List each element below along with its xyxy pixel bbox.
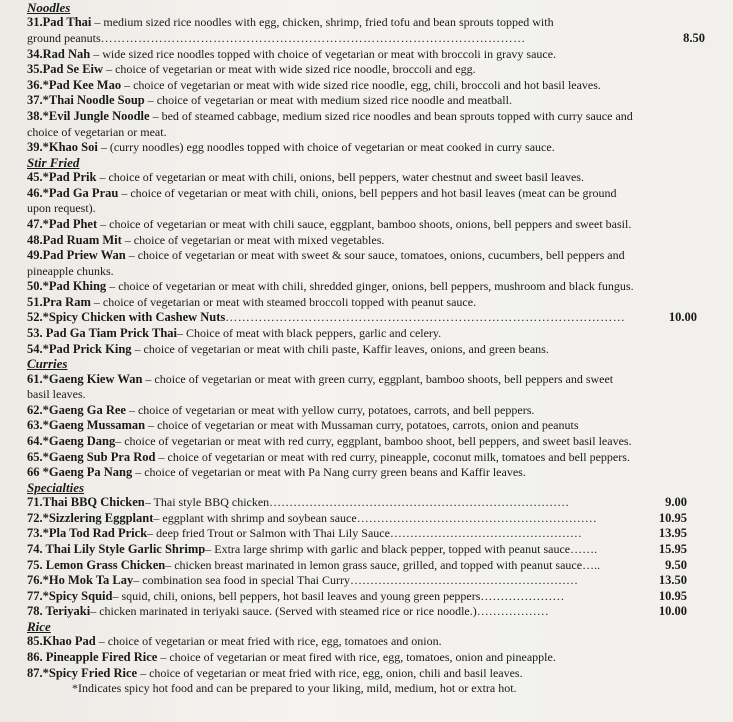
menu-item-continued: ground peanuts ………………………………………………………………………………………… 8.50 xyxy=(27,31,725,47)
price: 10.00 xyxy=(658,604,687,619)
section-heading-stir-fried: Stir Fried xyxy=(27,154,80,170)
menu-item: 73.*Pla Tod Rad Prick – deep fried Trout or Salmon with Thai Lily Sauce………………………………………… 13.95 xyxy=(27,526,725,542)
section-heading-specialties: Specialties xyxy=(27,479,85,495)
menu-item: 50.*Pad Khing – choice of vegetarian or meat with chili, shredded ginger, onions, bell peppers, mushroom and black fungus. xyxy=(27,279,634,294)
price: 10.00 xyxy=(668,310,697,325)
menu-item: 86. Pineapple Fired Rice – choice of vegetarian or meat fired with rice, egg, tomatoes, onion and pineapple. xyxy=(27,649,556,664)
menu-item: 53. Pad Ga Tiam Prick Thai– Choice of meat with black peppers, garlic and celery. xyxy=(27,326,442,341)
menu-item: 61.*Gaeng Kiew Wan – choice of vegetarian or meat with green curry, eggplant, bamboo shoots, bell peppers and sweet xyxy=(27,371,614,386)
price: 9.00 xyxy=(665,495,687,510)
menu-item-continued: pineapple chunks. xyxy=(27,263,114,278)
menu-item: 52.*Spicy Chicken with Cashew Nuts …………………………………………………………………………………… 10.00 xyxy=(27,310,725,326)
menu-item: 87.*Spicy Fried Rice – choice of vegetarian or meat fried with rice, egg, onion, chili and basil leaves. xyxy=(27,665,523,680)
price: 13.95 xyxy=(658,526,687,541)
menu-item: 75. Lemon Grass Chicken – chicken breast marinated in lemon grass sauce, grilled, and topped with peanut sauce….. 9.50 xyxy=(27,558,725,574)
menu-item: 78. Teriyaki – chicken marinated in teriyaki sauce. (Served with steamed rice or rice noodle.)……………… 10.00 xyxy=(27,604,725,620)
menu-item: 64.*Gaeng Dang– choice of vegetarian or meat with red curry, eggplant, bamboo shoot, bell peppers, and sweet basil leaves. xyxy=(27,434,632,449)
menu-item-continued: upon request). xyxy=(27,201,96,216)
price: 13.50 xyxy=(658,573,687,588)
menu-item: 31.Pad Thai – medium sized rice noodles with egg, chicken, shrimp, fried tofu and bean sprouts topped with xyxy=(27,15,554,30)
menu-item: 37.*Thai Noodle Soup – choice of vegetarian or meat with medium sized rice noodle and meatball. xyxy=(27,93,512,108)
price: 9.50 xyxy=(665,557,687,572)
menu-item: 63.*Gaeng Mussaman – choice of vegetarian or meat with Mussaman curry, potatoes, carrots, onion and peanuts xyxy=(27,418,579,433)
price: 15.95 xyxy=(658,541,687,556)
section-heading-curries: Curries xyxy=(27,356,68,372)
menu-item: 65.*Gaeng Sub Pra Rod – choice of vegetarian or meat with red curry, pineapple, coconut milk, tomatoes and bell peppers. xyxy=(27,449,630,464)
spicy-footnote: *Indicates spicy hot food and can be prepared to your liking, mild, medium, hot or extra hot. xyxy=(72,681,517,696)
menu-item: 66 *Gaeng Pa Nang – choice of vegetarian or meat with Pa Nang curry green beans and Kaffir leaves. xyxy=(27,465,526,480)
price: 8.50 xyxy=(683,30,705,45)
menu-item: 54.*Pad Prick King – choice of vegetarian or meat with chili paste, Kaffir leaves, onions, and green beans. xyxy=(27,341,549,356)
menu-item: 47.*Pad Phet – choice of vegetarian or meat with chili sauce, eggplant, bamboo shoots, onions, bell peppers and sweet basil. xyxy=(27,216,632,231)
menu-item: 51.Pra Ram – choice of vegetarian or meat with steamed broccoli topped with peanut sauce. xyxy=(27,294,477,309)
menu-item: 71.Thai BBQ Chicken – Thai style BBQ chicken………………………………………………………………… 9.00 xyxy=(27,495,725,511)
menu-item: 34.Rad Nah – wide sized rice noodles topped with choice of vegetarian or meat with broccoli in gravy sauce. xyxy=(27,46,557,61)
menu-item: 72.*Sizzlering Eggplant – eggplant with shrimp and soybean sauce…………………………………………………… 10.95 xyxy=(27,511,725,527)
menu-item: 74. Thai Lily Style Garlic Shrimp – Extra large shrimp with garlic and black pepper, topped with peanut sauce……. 15.95 xyxy=(27,542,725,558)
menu-item: 76.*Ho Mok Ta Lay – combination sea food in special Thai Curry………………………………………………… 13.50 xyxy=(27,573,725,589)
menu-item-continued: basil leaves. xyxy=(27,387,86,402)
menu-item: 45.*Pad Prik – choice of vegetarian or meat with chili, onions, bell peppers, water chestnut and sweet basil leaves. xyxy=(27,170,584,185)
menu-item-continued: choice of vegetarian or meat. xyxy=(27,124,167,139)
section-heading-noodles: Noodles xyxy=(27,0,71,15)
menu-item: 39.*Khao Soi – (curry noodles) egg noodles topped with choice of vegetarian or meat cooked in curry sauce. xyxy=(27,140,555,155)
section-heading-rice: Rice xyxy=(27,618,51,634)
menu-item: 46.*Pad Ga Prau – choice of vegetarian or meat with chili, onions, bell peppers and hot basil leaves (meat can be ground xyxy=(27,185,617,200)
menu-item: 36.*Pad Kee Mao – choice of vegetarian or meat with wide sized rice noodle, egg, chili, broccoli and hot basil leaves. xyxy=(27,77,601,92)
menu-item: 48.Pad Ruam Mit – choice of vegetarian or meat with mixed vegetables. xyxy=(27,232,385,247)
menu-item: 35.Pad Se Eiw – choice of vegetarian or meat with wide sized rice noodle, broccoli and egg. xyxy=(27,62,476,77)
price: 10.95 xyxy=(658,510,687,525)
menu-item: 38.*Evil Jungle Noodle – bed of steamed cabbage, medium sized rice noodles and bean sprouts topped with curry sauce and xyxy=(27,108,633,123)
menu-item: 77.*Spicy Squid – squid, chili, onions, bell peppers, hot basil leaves and young green peppers………………… 10.95 xyxy=(27,589,725,605)
price: 10.95 xyxy=(658,588,687,603)
menu-item: 85.Khao Pad – choice of vegetarian or meat fried with rice, egg, tomatoes and onion. xyxy=(27,634,442,649)
menu-item: 62.*Gaeng Ga Ree – choice of vegetarian or meat with yellow curry, potatoes, carrots, and bell peppers. xyxy=(27,402,535,417)
menu-item: 49.Pad Priew Wan – choice of vegetarian or meat with sweet & sour sauce, tomatoes, onions, cucumbers, bell peppers and xyxy=(27,248,625,263)
